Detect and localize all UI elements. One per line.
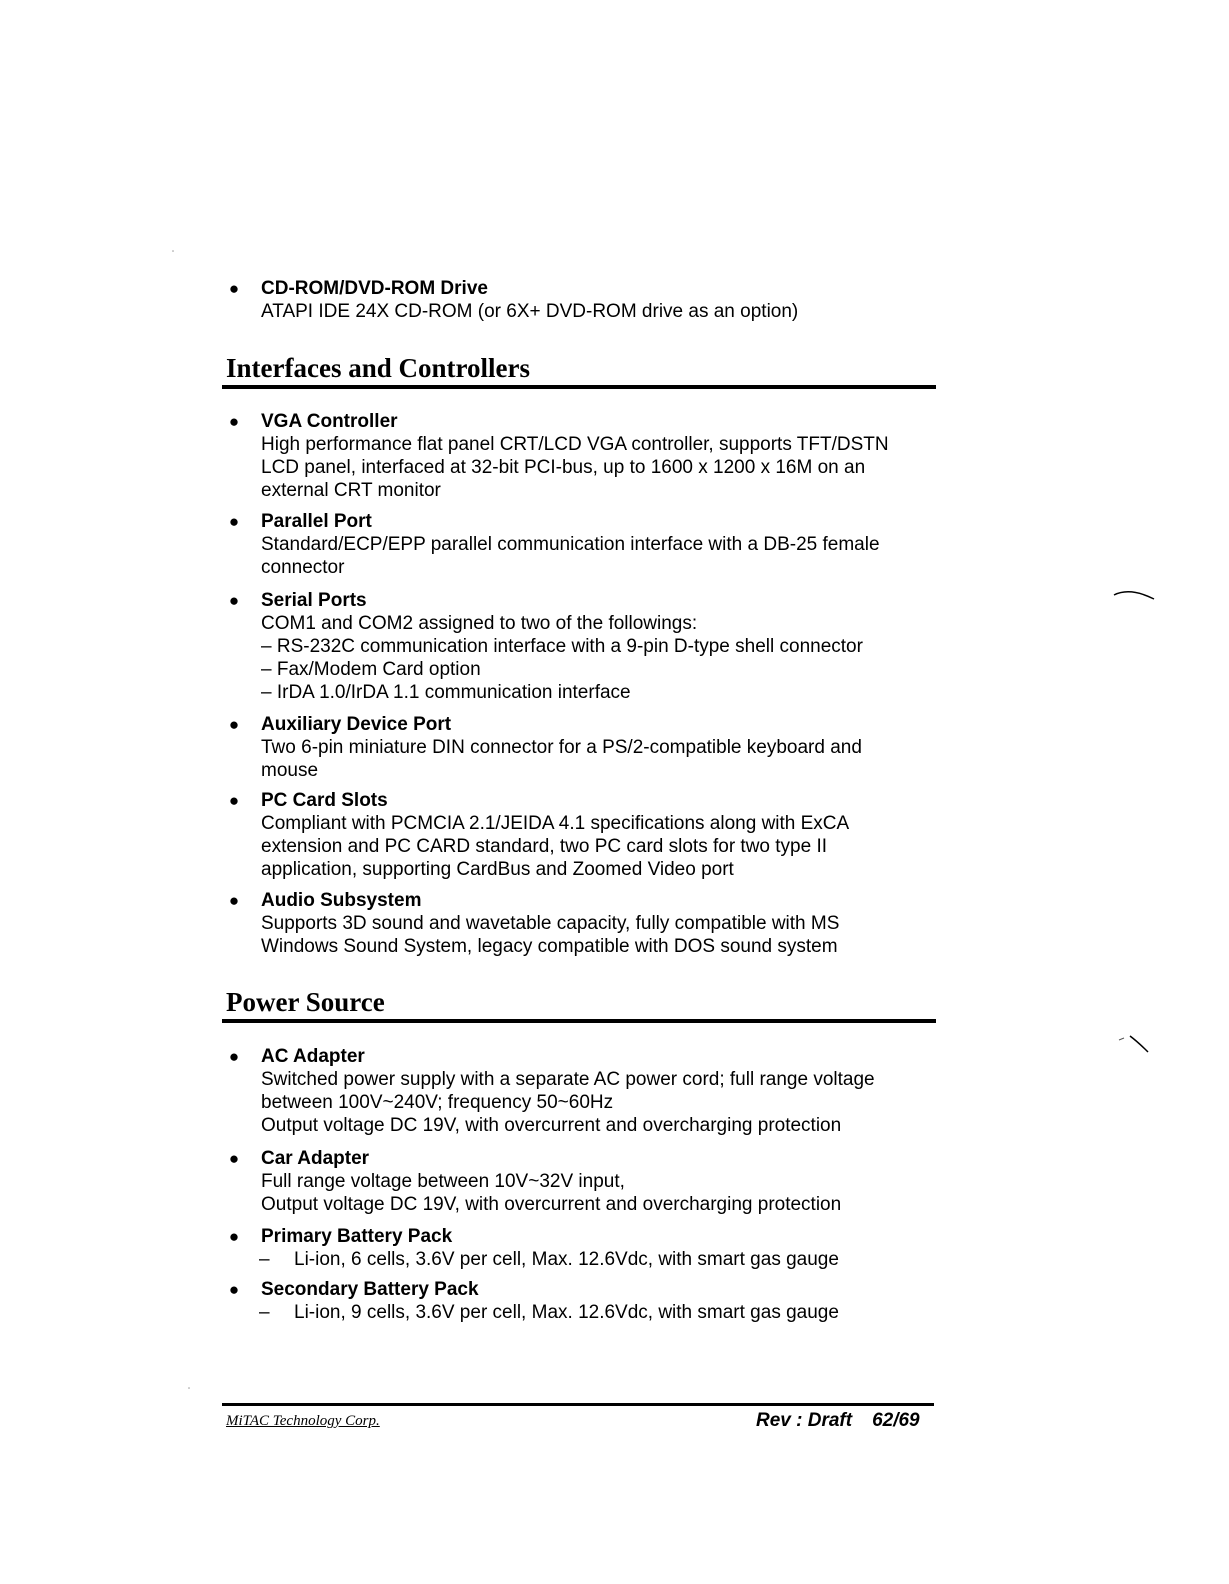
spec-title: Audio Subsystem: [261, 890, 422, 911]
section-rule: [222, 385, 936, 389]
section-heading-interfaces: Interfaces and Controllers: [226, 353, 530, 383]
spec-line: external CRT monitor: [261, 480, 441, 501]
bullet-icon: ●: [228, 1047, 240, 1066]
spec-item-car-adapter: [226, 1147, 936, 1216]
bullet-icon: ●: [228, 1227, 240, 1246]
spec-title: AC Adapter: [261, 1046, 365, 1067]
spec-item-vga: [226, 410, 936, 502]
spec-item-primary-battery: [226, 1225, 936, 1271]
spec-line: application, supporting CardBus and Zoomed Video port: [261, 859, 734, 880]
spec-line: extension and PC CARD standard, two PC card slots for two type II: [261, 836, 828, 857]
spec-title: CD-ROM/DVD-ROM Drive: [261, 278, 488, 299]
scan-mark: [186, 1385, 192, 1391]
spec-title: Parallel Port: [261, 511, 372, 532]
bullet-icon: ●: [228, 279, 240, 298]
footer-page-number: 62/69: [872, 1410, 920, 1431]
footer-revision: Rev : Draft: [756, 1410, 853, 1431]
spec-title: Secondary Battery Pack: [261, 1279, 479, 1300]
spec-subline: [259, 1248, 936, 1271]
spec-title: PC Card Slots: [261, 790, 388, 811]
bullet-icon: ●: [228, 1149, 240, 1168]
bullet-icon: ●: [228, 512, 240, 531]
spec-item-pc-card-slots: [226, 789, 936, 881]
spec-line: Output voltage DC 19V, with overcurrent and overcharging protection: [261, 1115, 842, 1136]
footer-rule: [222, 1403, 934, 1406]
spec-line: High performance flat panel CRT/LCD VGA controller, supports TFT/DSTN: [261, 434, 889, 455]
spec-item-auxiliary-port: [226, 713, 936, 782]
spec-line: Compliant with PCMCIA 2.1/JEIDA 4.1 specifications along with ExCA: [261, 813, 850, 834]
spec-item-secondary-battery: [226, 1278, 936, 1324]
spec-line: Switched power supply with a separate AC power cord; full range voltage: [261, 1069, 875, 1090]
bullet-icon: ●: [228, 412, 240, 431]
spec-line: COM1 and COM2 assigned to two of the followings:: [261, 613, 698, 634]
spec-title: Primary Battery Pack: [261, 1226, 453, 1247]
spec-item-cdrom: [226, 277, 936, 323]
spec-line: mouse: [261, 760, 319, 781]
spec-title: Auxiliary Device Port: [261, 714, 452, 735]
spec-title: VGA Controller: [261, 411, 398, 432]
bullet-icon: ●: [228, 891, 240, 910]
spec-line: Output voltage DC 19V, with overcurrent and overcharging protection: [261, 1194, 842, 1215]
spec-line: Two 6-pin miniature DIN connector for a PS/2-compatible keyboard and: [261, 737, 862, 758]
scan-mark: [170, 248, 176, 254]
scan-mark: [1110, 585, 1160, 605]
spec-line: – Fax/Modem Card option: [261, 659, 481, 680]
spec-item-ac-adapter: [226, 1045, 936, 1137]
spec-line: – IrDA 1.0/IrDA 1.1 communication interface: [261, 682, 631, 703]
spec-line: Full range voltage between 10V~32V input,: [261, 1171, 625, 1192]
spec-line: Windows Sound System, legacy compatible with DOS sound system: [261, 936, 838, 957]
spec-line: LCD panel, interfaced at 32-bit PCI-bus, up to 1600 x 1200 x 16M on an: [261, 457, 866, 478]
spec-item-parallel-port: [226, 510, 936, 579]
spec-line: connector: [261, 557, 345, 578]
spec-subline-text: Li-ion, 6 cells, 3.6V per cell, Max. 12.6Vdc, with smart gas gauge: [294, 1249, 839, 1270]
spec-item-audio: [226, 889, 936, 958]
spec-line: Standard/ECP/EPP parallel communication interface with a DB-25 female: [261, 534, 880, 555]
spec-line: – RS-232C communication interface with a 9-pin D-type shell connector: [261, 636, 863, 657]
spec-line: between 100V~240V; frequency 50~60Hz: [261, 1092, 614, 1113]
bullet-icon: ●: [228, 1280, 240, 1299]
dash-marker: –: [259, 1249, 270, 1270]
spec-title: Serial Ports: [261, 590, 367, 611]
spec-subline-text: Li-ion, 9 cells, 3.6V per cell, Max. 12.6Vdc, with smart gas gauge: [294, 1302, 839, 1323]
spec-subline: [259, 1301, 936, 1324]
bullet-icon: ●: [228, 591, 240, 610]
footer-revision-block: [756, 1410, 920, 1432]
spec-title: Car Adapter: [261, 1148, 370, 1169]
spec-line: Supports 3D sound and wavetable capacity, fully compatible with MS: [261, 913, 840, 934]
scan-mark: [1116, 1030, 1156, 1056]
section-heading-power: Power Source: [226, 987, 385, 1017]
bullet-icon: ●: [228, 791, 240, 810]
section-rule: [222, 1019, 936, 1023]
footer-company: MiTAC Technology Corp.: [226, 1413, 380, 1429]
spec-line: ATAPI IDE 24X CD-ROM (or 6X+ DVD-ROM drive as an option): [261, 301, 799, 322]
spec-item-serial-ports: [226, 589, 936, 704]
bullet-icon: ●: [228, 715, 240, 734]
dash-marker: –: [259, 1302, 270, 1323]
